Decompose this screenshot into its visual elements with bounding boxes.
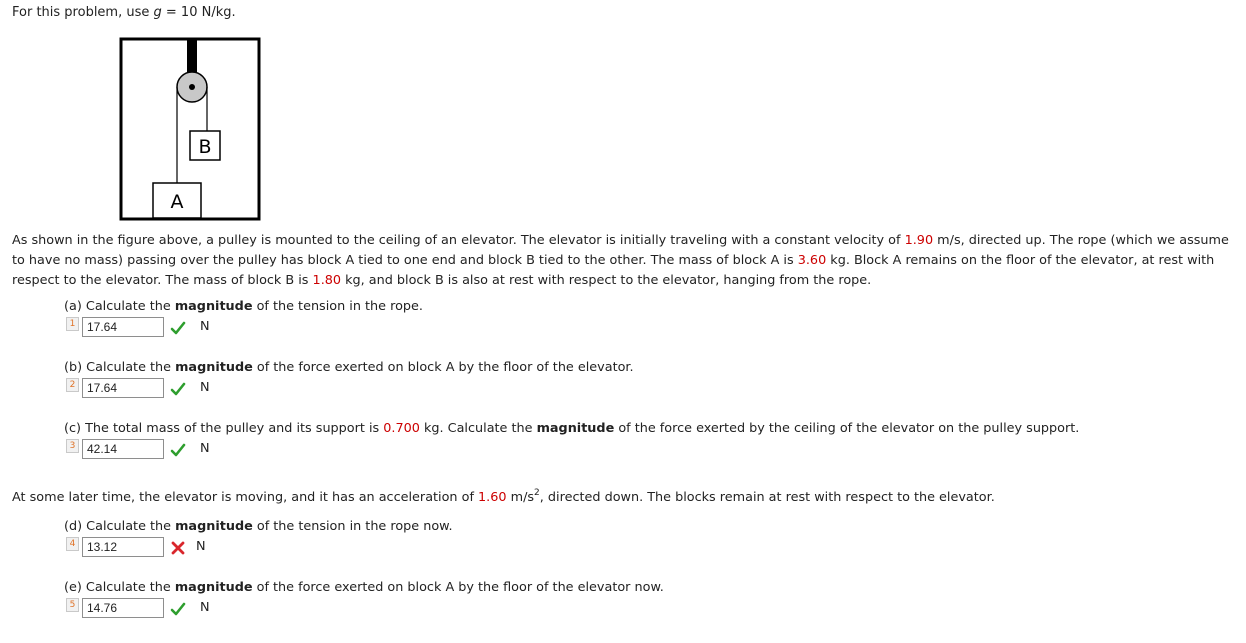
later-text-1: At some later time, the elevator is moving, and it has an acceleration of bbox=[12, 490, 479, 505]
unit-exponent: 2 bbox=[534, 488, 540, 498]
unit-label: N bbox=[200, 441, 210, 456]
problem-description bbox=[12, 231, 1244, 291]
question-b-text-end: of the force exerted on block A by the floor of the elevator. bbox=[252, 360, 634, 375]
mass-a: 3.60 bbox=[797, 253, 827, 268]
answer-input-b[interactable]: 17.64 bbox=[82, 378, 164, 398]
question-a-bold: magnitude bbox=[174, 299, 253, 314]
question-a bbox=[64, 299, 423, 314]
g-symbol: g bbox=[153, 5, 162, 20]
problem-intro bbox=[12, 5, 236, 20]
question-e-bold: magnitude bbox=[174, 580, 253, 595]
answer-input-c[interactable]: 42.14 bbox=[82, 439, 164, 459]
question-c bbox=[64, 421, 1079, 436]
unit-label: N bbox=[200, 600, 210, 615]
question-d-text-end: of the tension in the rope now. bbox=[252, 519, 453, 534]
unit-label: N bbox=[200, 319, 210, 334]
question-number-badge: 3 bbox=[66, 439, 79, 453]
question-a-text-end: of the tension in the rope. bbox=[252, 299, 423, 314]
question-a-text: (a) Calculate the bbox=[64, 299, 175, 314]
question-d bbox=[64, 519, 453, 534]
question-number-badge: 4 bbox=[66, 537, 79, 551]
check-icon bbox=[170, 601, 186, 617]
elevator-pulley-figure bbox=[118, 36, 264, 224]
later-scenario bbox=[12, 490, 995, 505]
question-b-text: (b) Calculate the bbox=[64, 360, 176, 375]
acceleration-value: 1.60 bbox=[478, 490, 507, 505]
check-icon bbox=[170, 381, 186, 397]
desc-text-4: kg, and block B is also at rest with respect to the elevator, hanging from the rope. bbox=[341, 273, 872, 288]
pulley-axle bbox=[189, 84, 195, 90]
question-number-badge: 2 bbox=[66, 378, 79, 392]
question-b-bold: magnitude bbox=[175, 360, 253, 375]
question-e-text-end: of the force exerted on block A by the floor of the elevator now. bbox=[252, 580, 664, 595]
answer-input-e[interactable]: 14.76 bbox=[82, 598, 164, 618]
desc-text-3: kg. Block A remains on the floor of the elevator, at rest with respect to the elevator. The mass of block B is bbox=[12, 253, 1215, 288]
mass-b: 1.80 bbox=[312, 273, 342, 288]
check-icon bbox=[170, 442, 186, 458]
question-c-text-end: of the force exerted by the ceiling of the elevator on the pulley support. bbox=[614, 421, 1080, 436]
question-number-badge: 5 bbox=[66, 598, 79, 612]
check-icon bbox=[170, 320, 186, 336]
cross-icon bbox=[170, 540, 186, 556]
answer-input-d[interactable]: 13.12 bbox=[82, 537, 164, 557]
question-b bbox=[64, 360, 634, 375]
pulley-mass: 0.700 bbox=[383, 421, 420, 436]
initial-velocity: 1.90 bbox=[904, 233, 934, 248]
desc-text-1: As shown in the figure above, a pulley is mounted to the ceiling of an elevator. The elevator is initially traveling with a constant velocity of bbox=[12, 233, 905, 248]
block-a-label: A bbox=[170, 191, 184, 213]
block-b-label: B bbox=[198, 136, 212, 158]
answer-input-a[interactable]: 17.64 bbox=[82, 317, 164, 337]
question-c-text-2: kg. Calculate the bbox=[419, 421, 537, 436]
question-number-badge: 1 bbox=[66, 317, 79, 331]
question-e-text: (e) Calculate the bbox=[64, 580, 175, 595]
question-c-text: (c) The total mass of the pulley and its support is bbox=[64, 421, 384, 436]
question-c-bold: magnitude bbox=[536, 421, 615, 436]
desc-text-2: m/s, directed up. The rope (which we assume to have no mass) passing over the pulley has block A tied to one end and block B tied to the other. The mass of block A is bbox=[12, 233, 1229, 268]
unit-label: N bbox=[200, 380, 210, 395]
question-e bbox=[64, 580, 664, 595]
question-d-bold: magnitude bbox=[175, 519, 253, 534]
g-value: = 10 N/kg. bbox=[161, 5, 236, 20]
acceleration-unit: m/s bbox=[506, 490, 535, 505]
intro-text: For this problem, use bbox=[12, 5, 154, 20]
question-d-text: (d) Calculate the bbox=[64, 519, 176, 534]
later-text-2: , directed down. The blocks remain at rest with respect to the elevator. bbox=[539, 490, 995, 505]
unit-label: N bbox=[196, 539, 206, 554]
